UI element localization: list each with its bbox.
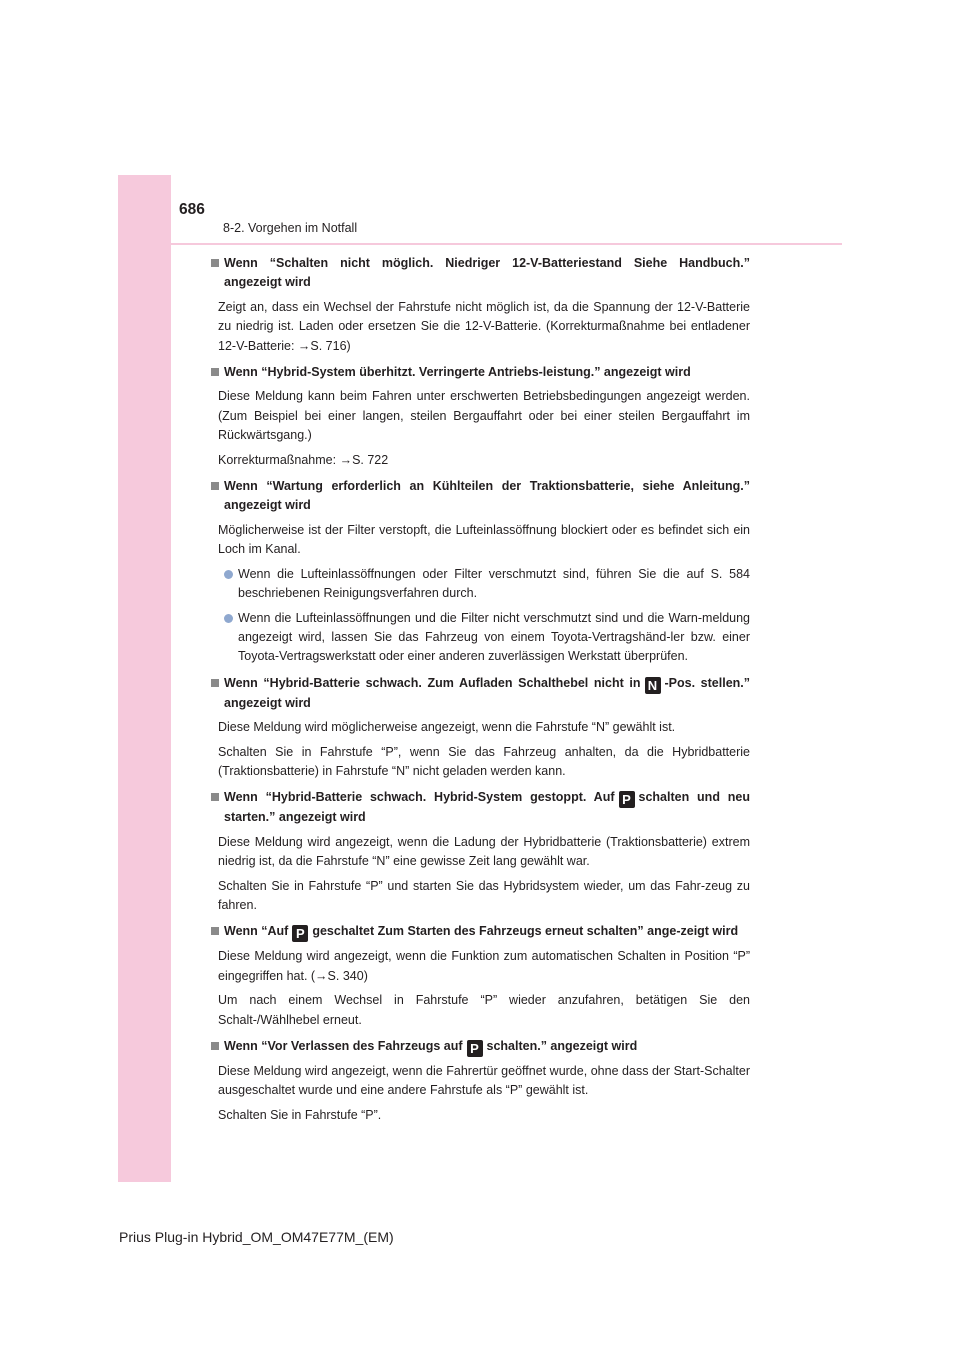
paragraph: Diese Meldung wird angezeigt, wenn die Funktion zum automatischen Schalten in Position “P” eingegriffen hat. (→S. 340): [218, 949, 750, 983]
gear-p-icon: P: [467, 1040, 483, 1057]
section-heading-text: schalten und neu starten.” angezeigt wird: [224, 790, 750, 825]
list-item-text: Wenn die Lufteinlassöffnungen oder Filter verschmutzt sind, führen Sie die auf S. 584 beschriebenen Reinigungsverfahren durch.: [238, 566, 750, 601]
chapter-side-strip: [118, 175, 171, 1182]
section-heading-text: Wenn “Vor Verlassen des Fahrzeugs auf: [224, 1039, 463, 1053]
paragraph: Diese Meldung wird möglicherweise angezeigt, wenn die Fahrstufe “N” gewählt ist.: [218, 720, 676, 735]
paragraph: Schalten Sie in Fahrstufe “P”.: [218, 1107, 382, 1122]
list-item: [211, 609, 750, 667]
square-bullet-icon: [211, 679, 219, 687]
list-item: [211, 565, 750, 604]
section-heading-text: schalten.” angezeigt wird: [486, 1039, 638, 1053]
paragraph: Diese Meldung wird angezeigt, wenn die Ladung der Hybridbatterie (Traktionsbatterie) extrem niedrig ist, da die Fahrstufe “N” eine gewisse Zeit lang gewählt war.: [218, 834, 750, 869]
section-heading: [211, 254, 750, 293]
section-heading-text: geschaltet Zum Starten des Fahrzeugs erneut schalten” ange-zeigt wird: [312, 924, 739, 939]
chapter-title: 8-2. Vorgehen im Notfall: [223, 221, 358, 235]
section-heading: [211, 922, 750, 942]
gear-p-icon: P: [619, 791, 635, 808]
square-bullet-icon: [211, 1042, 219, 1050]
section-heading-text: Wenn “Wartung erforderlich an Kühlteilen der Traktionsbatterie, siehe Anleitung.” angezeigt wird: [224, 479, 750, 513]
paragraph: Diese Meldung kann beim Fahren unter erschwerten Betriebsbedingungen angezeigt werden. (Zum Beispiel bei einer langen, steilen Bergauffahrt oder bei einer steilen Bergauffahrt im Rückwärtsgang.): [218, 389, 750, 443]
square-bullet-icon: [211, 482, 219, 490]
square-bullet-icon: [211, 259, 219, 267]
section-heading: [211, 477, 750, 516]
paragraph: Zeigt an, dass ein Wechsel der Fahrstufe nicht möglich ist, da die Spannung der 12-V-Batterie zu niedrig ist. Laden oder ersetzen Sie die 12-V-Batterie. (Korrekturmaßnahme bei entladener 12-V-Batterie: →S. 716): [218, 299, 750, 353]
paragraph: Diese Meldung wird angezeigt, wenn die Fahrertür geöffnet wurde, ohne dass der Start-Schalter ausgeschaltet wurde und eine andere Fahrstufe als “P” gewählt ist.: [218, 1064, 750, 1098]
paragraph: Korrekturmaßnahme: →S. 722: [218, 452, 389, 467]
gear-p-icon: P: [292, 925, 308, 942]
gear-n-icon: N: [645, 677, 661, 694]
header-rule: [171, 243, 842, 245]
paragraph: Schalten Sie in Fahrstufe “P”, wenn Sie das Fahrzeug anhalten, da die Hybridbatterie (Traktionsbatterie) in Fahrstufe “N” nicht geladen werden kann.: [218, 744, 750, 778]
section-heading: [211, 674, 750, 713]
square-bullet-icon: [211, 793, 219, 801]
section-heading-text: Wenn “Schalten nicht möglich. Niedriger 12-V-Batteriestand Siehe Handbuch.” angezeigt wird: [224, 256, 750, 290]
section-heading: [211, 363, 750, 382]
square-bullet-icon: [211, 927, 219, 935]
list-item-text: Wenn die Lufteinlassöffnungen und die Filter nicht verschmutzt sind und die Warn-meldung angezeigt wird, lassen Sie das Fahrzeug von einem Toyota-Vertragshänd-ler bzw. einer Toyota-Vertragswerkstatt oder einer anderen zuverlässigen Werkstatt überprüfen.: [238, 610, 750, 664]
round-bullet-icon: [224, 614, 233, 623]
section-heading: [211, 788, 750, 827]
paragraph: Schalten Sie in Fahrstufe “P” und starten Sie das Hybridsystem wieder, um das Fahr-zeug zu fahren.: [218, 878, 750, 912]
section-heading-text: Wenn “Hybrid-Batterie schwach. Hybrid-System gestoppt. Auf: [224, 790, 615, 805]
round-bullet-icon: [224, 570, 233, 579]
paragraph: Möglicherweise ist der Filter verstopft, die Lufteinlassöffnung blockiert oder es befindet sich ein Loch im Kanal.: [218, 522, 750, 557]
paragraph: Um nach einem Wechsel in Fahrstufe “P” wieder anzufahren, betätigen Sie den Schalt-/Wählhebel erneut.: [218, 993, 750, 1027]
section-heading-text: Wenn “Auf: [224, 924, 289, 939]
section-heading: [211, 1037, 750, 1057]
section-heading-text: Wenn “Hybrid-Batterie schwach. Zum Aufladen Schalthebel nicht in: [224, 675, 641, 690]
page-content: [211, 254, 750, 1125]
footer-document-id: Prius Plug-in Hybrid_OM_OM47E77M_(EM): [119, 1229, 394, 1245]
page-number: 686: [179, 201, 205, 218]
square-bullet-icon: [211, 368, 219, 376]
section-heading-text: -Pos. stellen.” angezeigt wird: [224, 675, 751, 710]
section-heading-text: Wenn “Hybrid-System überhitzt. Verringerte Antriebs-leistung.” angezeigt wird: [224, 365, 691, 380]
